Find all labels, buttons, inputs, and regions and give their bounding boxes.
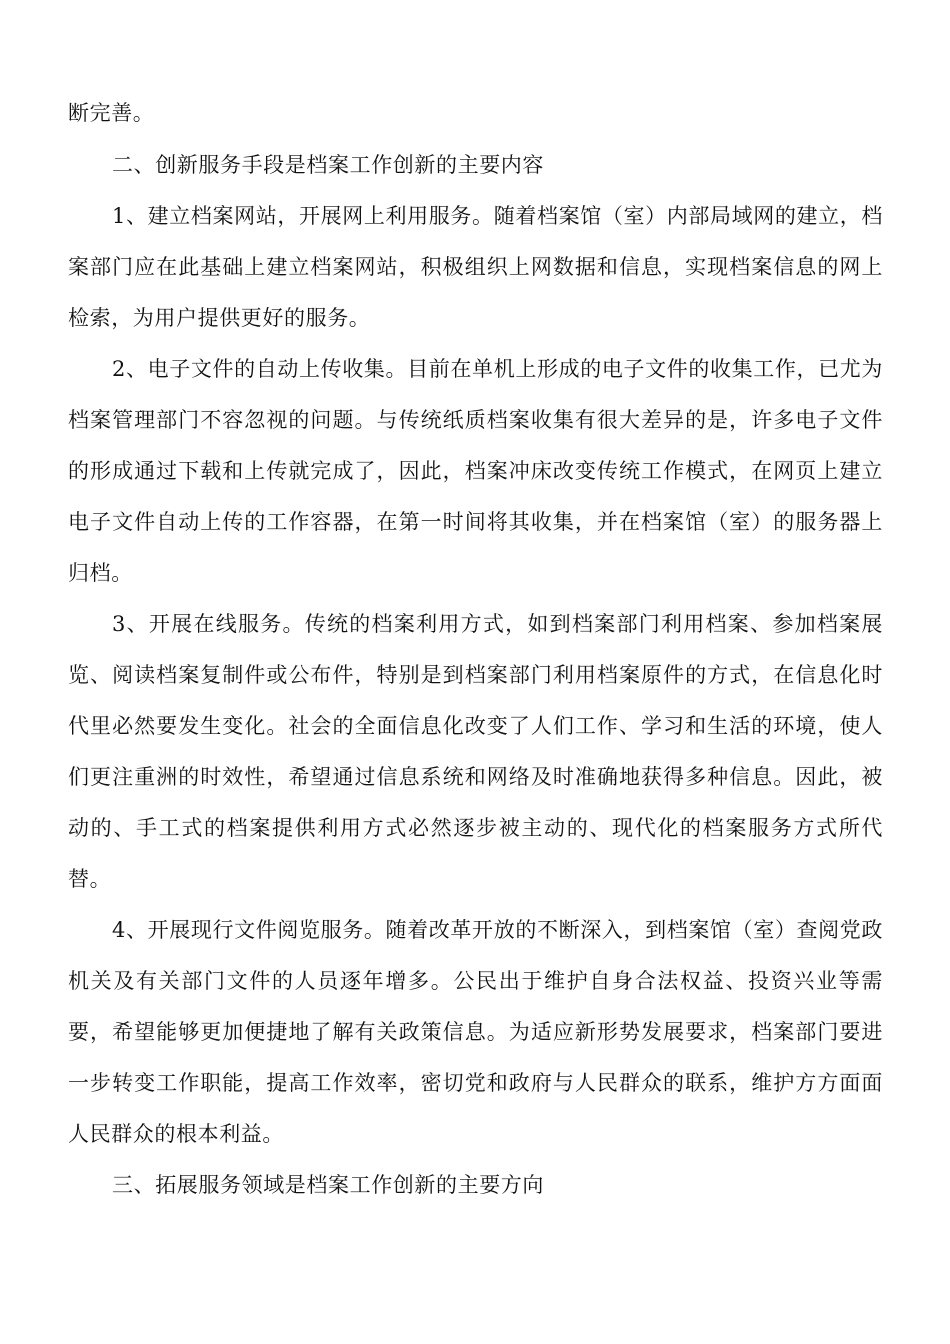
paragraph-3: 3、开展在线服务。传统的档案利用方式，如到档案部门利用档案、参加档案展览、阅读档案复制件或公布件，特别是到档案部门利用档案原件的方式，在信息化时代里必然要发生变化。社会的全面信息化改变了人们工作、学习和生活的环境，使人们更注重洲的时效性，希望通过信息系统和网络及时准确地获得多种信息。因此，被动的、手工式的档案提供利用方式必然逐步被主动的、现代化的档案服务方式所代替。 xyxy=(68,612,883,891)
section-heading-3: 三、拓展服务领域是档案工作创新的主要方向 xyxy=(112,1173,544,1197)
paragraph-1: 1、建立档案网站，开展网上利用服务。随着档案馆（室）内部局域网的建立，档案部门应在此基础上建立档案网站，积极组织上网数据和信息，实现档案信息的网上检索，为用户提供更好的服务。 xyxy=(68,204,883,330)
paragraph-4: 4、开展现行文件阅览服务。随着改革开放的不断深入，到档案馆（室）查阅党政机关及有关部门文件的人员逐年增多。公民出于维护自身合法权益、投资兴业等需要，希望能够更加便捷地了解有关政策信息。为适应新形势发展要求，档案部门要进一步转变工作职能，提高工作效率，密切党和政府与人民群众的联系，维护方方面面人民群众的根本利益。 xyxy=(68,918,883,1146)
continuation-text: 断完善。 xyxy=(68,101,155,125)
section-heading-2: 二、创新服务手段是档案工作创新的主要内容 xyxy=(112,153,544,177)
paragraph-2: 2、电子文件的自动上传收集。目前在单机上形成的电子文件的收集工作，已尤为档案管理部门不容忽视的问题。与传统纸质档案收集有很大差异的是，许多电子文件的形成通过下载和上传就完成了，因此，档案冲床改变传统工作模式，在网页上建立电子文件自动上传的工作容器，在第一时间将其收集，并在档案馆（室）的服务器上归档。 xyxy=(68,357,883,585)
